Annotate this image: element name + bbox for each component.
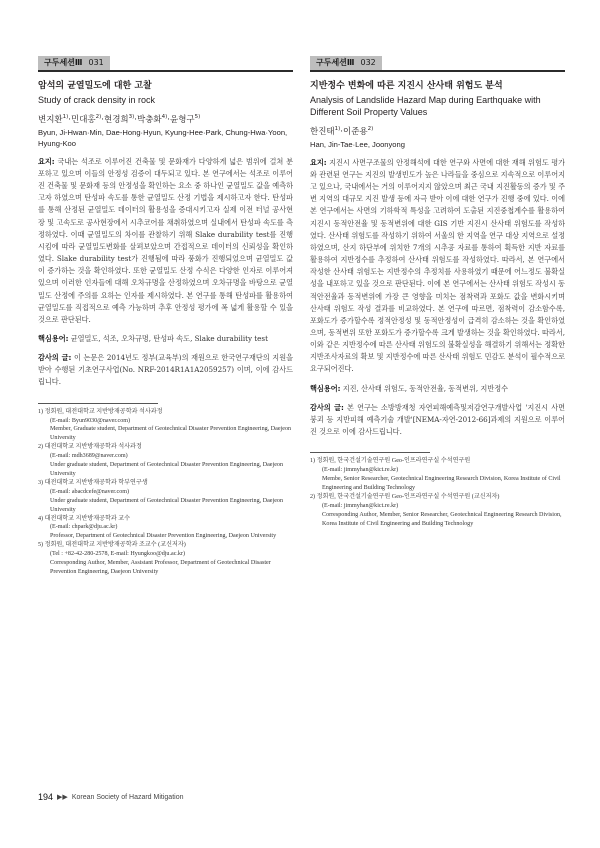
ack-label: 감사의 글: (310, 402, 344, 412)
footnote-english: Under graduate student, Department of Geotechnical Disaster Prevention Engineering, Daejeon University (50, 462, 284, 477)
footnote-english: Corresponding Author, Member, Senior Researcher, Geotechnical Engineering Research Division, Korea Institute of Civil Engineering and Building Technology (322, 511, 562, 527)
author-name: 한진태 (310, 126, 335, 137)
footnote (38, 541, 293, 577)
author-name: ·이준용 (340, 126, 368, 137)
footnote (38, 408, 293, 444)
footnote (310, 493, 565, 529)
author-name: ·민대홍 (68, 114, 96, 125)
footnote-affiliation: 3) 대전대학교 지반방재공학과 학부연구생 (38, 479, 148, 486)
ack-text: 이 논문은 2014년도 정부(교육부)의 재원으로 한국연구재단의 지원을 받아 수행된 기초연구사업(No. NRF-2014R1A1A2059257) 이며, 이에 감사드립니다. (38, 353, 293, 387)
author-sup: 1) (334, 126, 341, 132)
authors-korean (38, 111, 293, 126)
footnote-english: Corresponding Author, Member, Assistant Professor, Department of Geotechnical Disaster Prevention Engineering, Daejeon University (50, 560, 271, 575)
authors-korean (310, 123, 565, 138)
abstract (310, 157, 565, 376)
acknowledgement (38, 352, 293, 388)
session-label: 구두세션Ⅲ (316, 58, 355, 67)
session-label: 구두세션Ⅲ (44, 58, 83, 67)
footnote-rule (310, 452, 430, 453)
footnote-affiliation: 2) 정회원, 한국건설기술연구원 Geo-인프라연구실 수석연구원 (교신저자) (310, 493, 500, 500)
footnote-affiliation: 4) 대전대학교 지반방재공학과 교수 (38, 515, 131, 522)
footnote-contact: (E-mail: chpark@dju.ac.kr) (50, 524, 118, 531)
footnote-english: Under graduate student, Department of Geotechnical Disaster Prevention Engineering, Daejeon University (50, 497, 284, 513)
session-rule (310, 70, 565, 72)
author-sup: 2) (367, 126, 374, 132)
author-sup: 4) (161, 114, 168, 120)
authors-english: Byun, Ji-Hwan·Min, Dae-Hong·Hyun, Kyung-Hee·Park, Chung-Hwa·Yoon, Hyung-Koo (38, 127, 288, 148)
footnote-english: Member, Graduate student, Department of Geotechnical Disaster Prevention Engineering, Daejeon University (50, 426, 292, 442)
authors-english: Han, Jin-Tae·Lee, Joonyong (310, 139, 405, 149)
left-article (38, 50, 293, 577)
right-article (310, 50, 565, 529)
abstract-label: 요지: (310, 157, 327, 167)
ack-text: 본 연구는 소방방재청 자연피해예측및저감연구개발사업 '지진시 사면붕괴 등 지반피해 예측기술 개발'[NEMA-자연-2012-66]과제의 지원으로 이루어진 것으로 이에 감사드립니다. (310, 402, 565, 437)
title-korean: 암석의 균열밀도에 대한 고찰 (38, 81, 152, 91)
abstract (38, 156, 293, 326)
footnote (38, 443, 293, 479)
footnotes (38, 408, 293, 577)
session-number: 032 (360, 58, 376, 67)
keywords-text: 균열밀도, 석조, 오차규명, 탄성파 속도, Slake durability test (68, 334, 268, 344)
keywords (38, 333, 293, 345)
keywords-label: 핵심용어: (310, 383, 341, 393)
author-name: ·윤형구 (167, 114, 195, 125)
journal-name: Korean Society of Hazard Mitigation (71, 793, 184, 801)
title-korean: 지반정수 변화에 따른 지진시 산사태 위험도 분석 (310, 81, 503, 91)
author-sup: 2) (95, 114, 102, 120)
footnote-contact: (E-mail: jimmyhan@kict.re.kr) (322, 467, 399, 474)
abstract-text: 지진시 사면구조물의 안정해석에 대한 연구와 사면에 대한 재해 위험도 평가와 관련된 연구는 지진의 발생빈도가 높은 나라들을 중심으로 지속적으로 이루어지고 있으나, 국내에서는 거의 이루어지지 않았으며 최근 국내 지진활동의 증가 및 주변 지역의 대규모 지진 발생 등에 자극 받아 이에 대한 연구가 진행 중에 있다. 이에 본 연구에서는 사면의 기하학적 특성을 고려하여 도출된 지진중첩계수를 활용하여 지진시 동적안전율 및 동적변위에 대한 GIS 기반 지진시 산사태 위험도를 작성하였다. 산사태 위험도를 작성하기 위하여 서울의 한 지역을 연구 대상 지역으로 설정하였으며, 산지 하단부에 위치한 7개의 시추공 자료를 통하여 획득한 지반 자료를 활용하여 지반정수를 추정하여 산사태 위험도를 작성하였다. 따라서, 본 연구에서 작성한 산사태 위험도는 지반정수의 추정치를 사용하였기 때문에 어느정도 불확실성을 내포하고 있을 것으로 판단된다. 이에 본 연구에서는 산사태 위험도 작성시 동적안전율과 동적변위에 가장 큰 영향을 미치는 점착력과 포화도 값을 변화시키며 산사태 위험도 작성 결과를 비교하였다. 본 연구에 따르면, 점착력이 감소함수록, 포화도가 증가할수록 정적안정성 및 동적안정성이 급격히 감소하는 것을 확인하였으며, 동적변위 또한 포화도가 증가할수록 크게 발생하는 것을 확인하였다. 따라서, 이와 같은 지반정수에 따른 산사태 위험도의 불확실성을 해결하기 위해서는 정확한 지반조사자료의 확보 및 지반정수에 따른 산사태 위험도 민감도 분석이 필수적으로 요구되어진다. (310, 157, 565, 374)
keywords-label: 핵심용어: (38, 334, 69, 344)
abstract-text: 국내는 석조로 이루어진 건축물 및 문화재가 다양하게 넓은 범위에 걸쳐 분포하고 있으며 이들의 안정성 검증이 대두되고 있다. 본 연구에서는 석조로 이루어진 건축물 및 문화재 등의 안정성을 확인하는 요소 중 하나인 균열밀도 값을 예측하고자 하였으며 탄성파 속도를 통한 균열밀도 산정 기법을 제시하고자 한다. 탄성파를 통해 산정된 균열밀도 데이터의 활용성을 증대시키고자 실제 이전 터널 공사현장 및 고속도로 공사현장에서 시추코어를 채취하였으며 실내에서 탄성파 속도를 측정하였다. 이때 균열밀도의 차이를 관찰하기 위해 Slake durability test를 진행시킴에 따라 균열밀도변화를 살펴보았으며 간접적으로 데이터의 신뢰성을 확인하였다. Slake durability test가 진행됨에 따라 풍화가 진행되었으며 균열밀도 값이 증가하는 것을 확인하였다. 또한 균열밀도 산정 수식은 다양한 인자로 이루어져 있으며 이러한 인자들에 대해 오차규명을 산정하였으며 오차규명을 바탕으로 균열밀도 산정에 주의를 요하는 인자를 제시하였다. 본 연구를 통해 탄성파를 활용하여 균열밀도를 직접적으로 예측 가능하며 추후 안정성 평가에 폭 넓게 활용할 수 있을 것으로 판단된다. (38, 156, 293, 324)
footnote-contact: (E-mail: mdh3689@naver.com) (50, 453, 128, 460)
ack-label: 감사의 글: (38, 353, 72, 363)
footnote-contact: (E-mail: abacdcefe@naver.com) (50, 488, 130, 495)
author-name: ·박충화 (134, 114, 162, 125)
author-sup: 5) (194, 114, 201, 120)
page-footer (38, 792, 183, 802)
session-header (310, 50, 565, 72)
footnotes (310, 457, 565, 528)
footnote (38, 479, 293, 515)
keywords (310, 383, 565, 395)
session-badge (38, 56, 110, 70)
title-english: Analysis of Landslide Hazard Map during Earthquake with Different Soil Property Values (310, 95, 541, 117)
footnote (38, 515, 293, 542)
title-english: Study of crack density in rock (38, 95, 156, 105)
page-number: 194 (38, 792, 54, 802)
author-sup: 1) (62, 114, 69, 120)
author-sup: 3) (128, 114, 135, 120)
author-name: 변지환 (38, 114, 63, 125)
footnote-contact: (E-mail: Byun9030@naver.com) (50, 417, 131, 424)
abstract-label: 요지: (38, 156, 55, 166)
session-rule (38, 70, 293, 72)
footnote-affiliation: 2) 대전대학교 지반방재공학과 석사과정 (38, 444, 142, 451)
footnote (310, 457, 565, 493)
session-number: 031 (88, 58, 104, 67)
footnote-affiliation: 1) 정회원, 한국건설기술연구원 Geo-인프라연구실 수석연구원 (310, 458, 471, 465)
session-badge (310, 56, 382, 70)
keywords-text: 지진, 산사태 위험도, 동적안전율, 동적변위, 지반정수 (340, 383, 509, 393)
arrow-marker-icon: ▶▶ (57, 794, 68, 801)
acknowledgement (310, 402, 565, 438)
footnote-contact: (Tel : +82-42-280-2578, E-mail: Hyungkoo@dju.ac.kr) (50, 551, 186, 558)
footnote-affiliation: 5) 정회원, 대전대학교 지반방재공학과 조교수 (교신저자) (38, 542, 186, 549)
footnote-affiliation: 1) 정회원, 대전대학교 지반방재공학과 석사과정 (38, 408, 163, 415)
session-header (38, 50, 293, 72)
footnote-rule (38, 403, 158, 404)
author-name: ·현경희 (101, 114, 129, 125)
footnote-english: Membe, Senior Researcher, Geotechnical Engineering Research Division, Korea Institute of Civil Engineering and Building Technology (322, 476, 561, 491)
footnote-english: Professor, Department of Geotechnical Disaster Prevention Engineering, Daejeon University (50, 533, 277, 540)
footnote-contact: (E-mail: jimmyhan@kict.re.kr) (322, 502, 399, 509)
